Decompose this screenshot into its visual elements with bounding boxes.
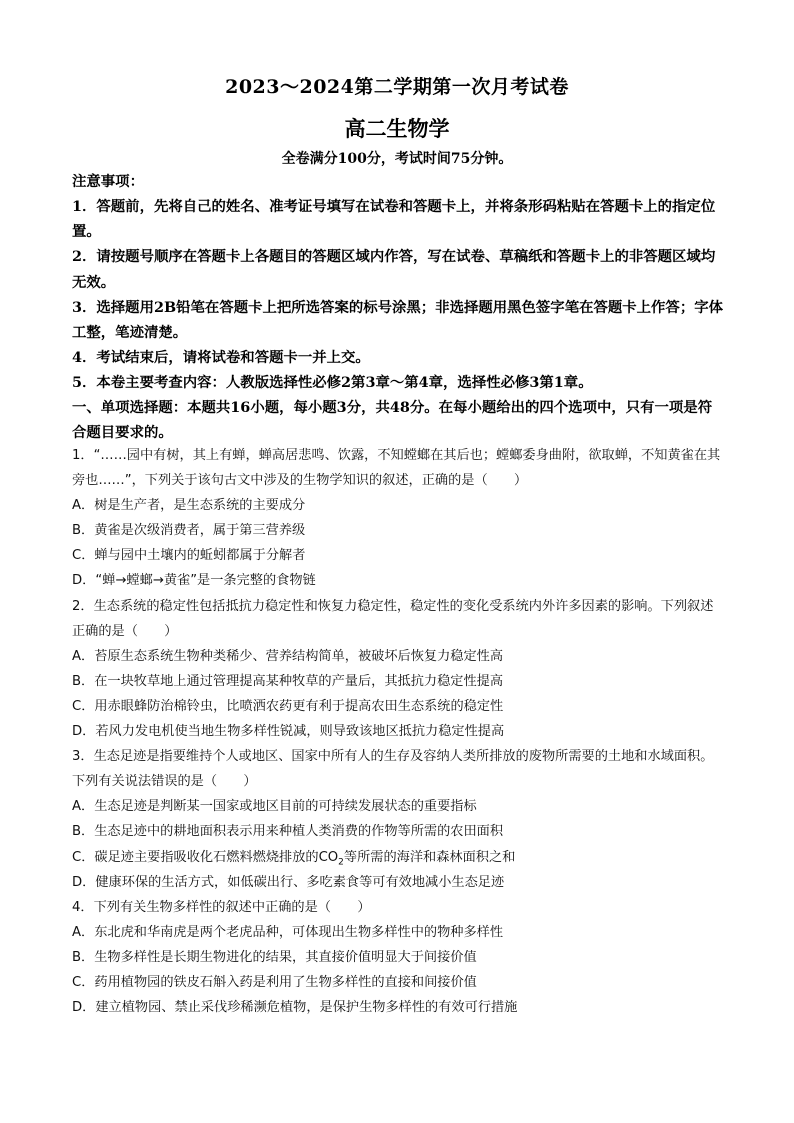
notes-heading: 注意事项： [72, 173, 144, 190]
exam-title: 2023～2024第二学期第一次月考试卷 [225, 76, 569, 98]
question-1 [72, 443, 724, 594]
option-a: A．树是生产者，是生态系统的主要成分 [72, 498, 306, 514]
note-item: 5．本卷主要考查内容：人教版选择性必修2第3章～第4章，选择性必修3第1章。 [72, 374, 593, 392]
option-d: D．“蝉→螳螂→黄雀”是一条完整的食物链 [72, 573, 316, 589]
option-b: B．黄雀是次级消费者，属于第三营养级 [72, 523, 306, 539]
co2-subscript: 2 [338, 857, 344, 868]
note-item: 3．选择题用2B铅笔在答题卡上把所选答案的标号涂黑；非选择题用黑色签字笔在答题卡上作答；字体工整，笔迹清楚。 [72, 298, 723, 342]
question-stem: 4．下列有关生物多样性的叙述中正确的是（ ） [72, 899, 371, 915]
option-b: B．生物多样性是长期生物进化的结果，其直接价值明显大于间接价值 [72, 949, 477, 965]
option-c: C．药用植物园的铁皮石斛入药是利用了生物多样性的直接和间接价值 [72, 974, 477, 990]
section-heading: 一、单项选择题：本题共16小题，每小题3分，共48分。在每小题给出的四个选项中，只有一项是符合题目要求的。 [72, 399, 713, 442]
option-a: A．苔原生态系统生物种类稀少、营养结构简单，被破坏后恢复力稳定性高 [72, 648, 504, 664]
option-c [72, 845, 724, 870]
question-stem: 3．生态足迹是指要维持个人或地区、国家中所有人的生存及容纳人类所排放的废物所需要的土地和水域面积。下列有关说法错误的是（ ） [72, 749, 714, 790]
option-c-tail: 等所需的海洋和森林面积之和 [343, 849, 516, 865]
question-3 [72, 744, 724, 895]
note-item: 1．答题前，先将自己的姓名、准考证号填写在试卷和答题卡上，并将条形码粘贴在答题卡上的指定位置。 [72, 198, 716, 241]
notes-list [72, 194, 724, 396]
option-c-text: C．碳足迹主要指吸收化石燃料燃烧排放的CO [72, 849, 339, 865]
option-c: C．用赤眼蜂防治棉铃虫，比喷洒农药更有利于提高农田生态系统的稳定性 [72, 698, 504, 714]
option-a: A．生态足迹是判断某一国家或地区目前的可持续发展状态的重要指标 [72, 799, 477, 815]
question-2 [72, 594, 724, 745]
question-stem: 1．“……园中有树，其上有蝉，蝉高居悲鸣、饮露，不知螳螂在其后也；螳螂委身曲附，欲取蝉，不知黄雀在其旁也……”，下列关于该句古文中涉及的生物学知识的叙述，正确的是（ ） [72, 448, 721, 489]
option-d: D．建立植物园、禁止采伐珍稀濒危植物，是保护生物多样性的有效可行措施 [72, 1000, 518, 1016]
option-a: A．东北虎和华南虎是两个老虎品种，可体现出生物多样性中的物种多样性 [72, 924, 504, 940]
question-stem: 2．生态系统的稳定性包括抵抗力稳定性和恢复力稳定性，稳定性的变化受系统内外许多因素的影响。下列叙述正确的是（ ） [72, 598, 714, 639]
question-list [72, 443, 724, 1020]
note-item: 2．请按题号顺序在答题卡上各题目的答题区域内作答，写在试卷、草稿纸和答题卡上的非答题区域均无效。 [72, 248, 716, 291]
option-d: D．若风力发电机使当地生物多样性锐减，则导致该地区抵抗力稳定性提高 [72, 724, 505, 740]
exam-info: 全卷满分100分，考试时间75分钟。 [281, 151, 513, 167]
option-c: C．蝉与园中土壤内的蚯蚓都属于分解者 [72, 548, 306, 564]
note-item: 4．考试结束后，请将试卷和答题卡一并上交。 [72, 349, 370, 367]
option-b: B．在一块牧草地上通过管理提高某种牧草的产量后，其抵抗力稳定性提高 [72, 673, 504, 689]
question-4 [72, 895, 724, 1020]
option-d: D．健康环保的生活方式，如低碳出行、多吃素食等可有效地减小生态足迹 [72, 874, 505, 890]
subject-title: 高二生物学 [344, 116, 450, 141]
option-b: B．生态足迹中的耕地面积表示用来种植人类消费的作物等所需的农田面积 [72, 824, 504, 840]
